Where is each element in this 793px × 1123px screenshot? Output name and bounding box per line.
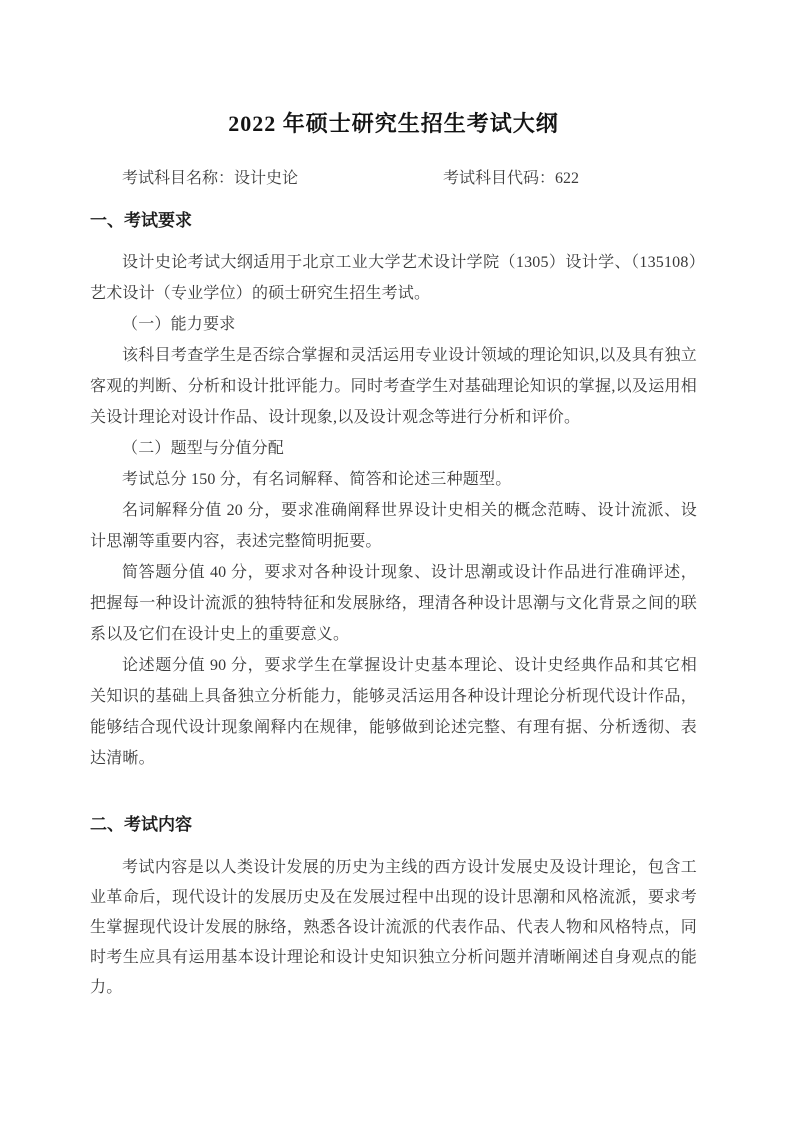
subject-code-label: 考试科目代码：: [443, 170, 556, 187]
paragraph: 简答题分值 40 分，要求对各种设计现象、设计思潮或设计作品进行准确评述，把握每一种设计流派的独特特征和发展脉络，理清各种设计思潮与文化背景之间的联系以及它们在设计史上的重要意义。: [90, 564, 697, 643]
section-1-body: [90, 247, 697, 774]
section-2-heading: 二、考试内容: [90, 815, 192, 834]
paragraph: 考试内容是以人类设计发展的历史为主线的西方设计发展史及设计理论，包含工业革命后，现代设计的发展历史及在发展过程中出现的设计思潮和风格流派，要求考生掌握现代设计发展的脉络，熟悉各设计流派的代表作品、代表人物和风格特点，同时考生应具有运用基本设计理论和设计史知识独立分析问题并清晰阐述自身观点的能力。: [90, 859, 697, 996]
paragraph: （二）题型与分值分配: [122, 440, 285, 457]
subject-meta-row: [90, 164, 697, 194]
document-title: 2022 年硕士研究生招生考试大纲: [228, 111, 559, 136]
section-2-body: [90, 853, 697, 1003]
paragraph: 设计史论考试大纲适用于北京工业大学艺术设计学院（1305）设计学、（135108）艺术设计（专业学位）的硕士研究生招生考试。: [90, 254, 697, 302]
paragraph: 考试总分 150 分，有名词解释、简答和论述三种题型。: [122, 471, 512, 488]
paragraph: （一）能力要求: [122, 316, 236, 333]
subject-code-value: 622: [555, 170, 580, 187]
subject-name-label: 考试科目名称：: [122, 170, 235, 187]
subject-name-value: 设计史论: [234, 170, 299, 187]
paragraph: 该科目考查学生是否综合掌握和灵活运用专业设计领域的理论知识,以及具有独立客观的判断、分析和设计批评能力。同时考查学生对基础理论知识的掌握,以及运用相关设计理论对设计作品、设计现象,以及设计观念等进行分析和评价。: [90, 347, 697, 426]
subject-code: [443, 164, 579, 194]
paragraph: 论述题分值 90 分，要求学生在掌握设计史基本理论、设计史经典作品和其它相关知识的基础上具备独立分析能力，能够灵活运用各种设计理论分析现代设计作品，能够结合现代设计现象阐释内在规律，能够做到论述完整、有理有据、分析透彻、表达清晰。: [90, 657, 697, 767]
section-1-heading: 一、考试要求: [90, 211, 192, 230]
paragraph: 名词解释分值 20 分，要求准确阐释世界设计史相关的概念范畴、设计流派、设计思潮等重要内容，表述完整简明扼要。: [90, 502, 697, 550]
